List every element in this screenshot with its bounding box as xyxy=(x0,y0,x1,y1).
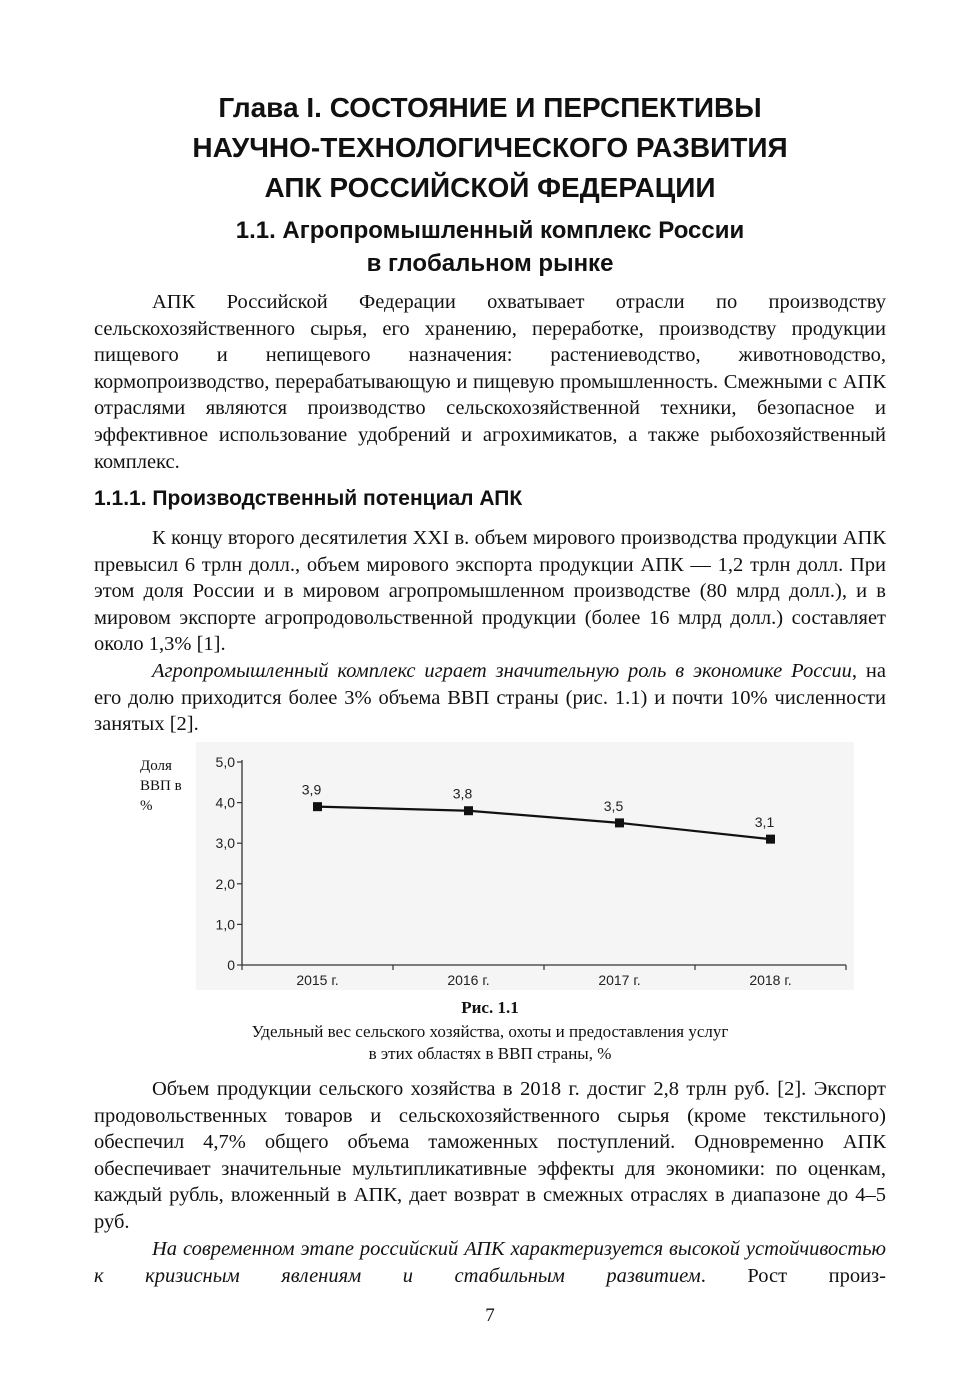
y-label-line: % xyxy=(140,798,153,814)
chapter-title xyxy=(0,88,980,208)
data-point xyxy=(464,806,473,815)
y-label-line: ВВП в xyxy=(140,778,182,794)
paragraph-output: Объем продукции сельского хозяйства в 2018 г. достиг 2,8 трлн руб. [2]. Экспорт продовольственных товаров и сельскохозяйственного сырья (кроме текстильного) обеспечил 4,7% общего объема таможенных поступлений. Одновременно АПК обеспечивает значительные мультипликативные эффекты для экономики: по оценкам, каждый рубль, вложенный в АПК, дает возврат в смежных отраслях в диапазоне до 4–5 руб. xyxy=(94,1078,886,1233)
section-title-line: в глобальном рынке xyxy=(366,250,614,277)
data-label: 3,8 xyxy=(452,785,473,802)
y-tick-label: 3,0 xyxy=(215,835,235,852)
section-title-line: 1.1. Агропромышленный комплекс России xyxy=(235,217,745,244)
paragraph-intro: АПК Российской Федерации охватывает отрасли по производству сельскохозяйственного сырья, его хранению, переработке, производству продукции пищевого и непищевого назначения: растениеводство, животноводство, кормопроизводство, перерабатывающую и пищевую промышленность. Смежными с АПК отраслями являются производство сельскохозяйственной техники, безопасное и эффективное использование удобрений и агрохимикатов, а также рыбохозяйственный комплекс. xyxy=(94,291,886,473)
paragraph-text: . Рост произ- xyxy=(700,1264,886,1287)
chart-svg xyxy=(136,740,856,995)
data-point xyxy=(766,835,775,844)
data-point xyxy=(313,802,322,811)
page-number: 7 xyxy=(485,1305,495,1326)
data-label: 3,5 xyxy=(603,797,624,814)
subsection-title: 1.1.1. Производственный потенциал АПК xyxy=(94,487,523,510)
y-tick-label: 1,0 xyxy=(215,916,235,933)
gdp-share-chart xyxy=(136,740,856,995)
figure-caption-line: Удельный вес сельского хозяйства, охоты и предоставления услуг xyxy=(251,1022,729,1041)
x-tick-label: 2016 г. xyxy=(447,972,490,988)
chapter-title-line: НАУЧНО-ТЕХНОЛОГИЧЕСКОГО РАЗВИТИЯ xyxy=(192,132,788,163)
data-label: 3,9 xyxy=(301,781,322,798)
figure-caption-line: в этих областях в ВВП страны, % xyxy=(368,1044,612,1063)
paragraph-production: К концу второго десятилетия XXI в. объем мирового производства продукции АПК превысил 6 трлн долл., объем мирового экспорта продукции АПК — 1,2 трлн долл. При этом доля России и в мировом агропромышленном производстве (80 млрд долл.), и в мировом экспорте агропродовольственной продукции (более 16 млрд долл.) составляет около 1,3% [1]. xyxy=(94,527,886,656)
y-tick-label: 2,0 xyxy=(215,875,235,892)
figure-caption xyxy=(0,1021,980,1065)
y-tick-label: 4,0 xyxy=(215,794,235,811)
y-tick-label: 5,0 xyxy=(215,754,235,770)
section-title xyxy=(0,214,980,280)
paragraph-gdp-share xyxy=(94,658,886,738)
x-tick-label: 2015 г. xyxy=(296,972,339,988)
data-label: 3,1 xyxy=(754,814,775,831)
data-point xyxy=(615,818,624,827)
paragraph-emphasis: На современном этапе российский АПК характеризуется высокой устойчивостью к кризисным явлениям и стабильным развитием xyxy=(94,1238,886,1287)
chart-background xyxy=(196,742,854,990)
paragraph-text: , на его долю приходится более 3% объема ВВП страны (рис. 1.1) и почти 10% численности занятых [2]. xyxy=(94,660,887,736)
paragraph-emphasis: Агропромышленный комплекс играет значительную роль в экономике России xyxy=(152,660,852,682)
chapter-title-line: Глава I. СОСТОЯНИЕ И ПЕРСПЕКТИВЫ xyxy=(218,92,762,123)
chapter-title-line: АПК РОССИЙСКОЙ ФЕДЕРАЦИИ xyxy=(264,172,716,203)
y-label-line: Доля xyxy=(140,758,172,774)
x-tick-label: 2017 г. xyxy=(598,972,641,988)
paragraph-stability xyxy=(94,1236,886,1289)
y-tick-label: 0 xyxy=(227,957,235,973)
x-tick-label: 2018 г. xyxy=(749,972,792,988)
figure-number: Рис. 1.1 xyxy=(461,998,519,1017)
